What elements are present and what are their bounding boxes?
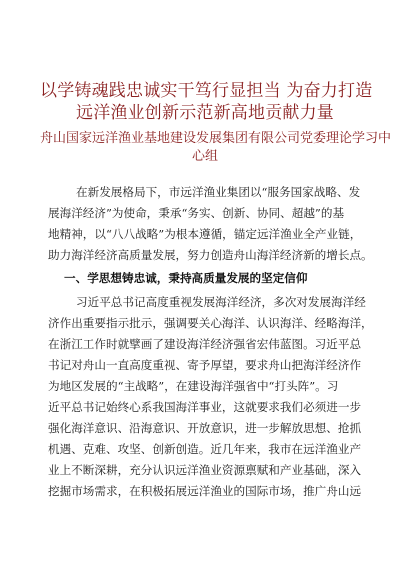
- intro-line-1: 在新发展格局下，市远洋渔业集团以“服务国家战略、发: [76, 185, 361, 199]
- body-line-7: 强化海洋意识、沿海意识、开放意识，进一步解放思想、抢抓: [48, 421, 362, 435]
- body-line-6: 近平总书记始终心系我国海洋事业，这就要求我们必须进一步: [48, 400, 362, 414]
- document-title-line-2: 远洋渔业创新示范新高地贡献力量: [76, 103, 334, 123]
- intro-line-2: 展海洋经济”为使命，秉承“务实、创新、协同、超越”的基: [48, 206, 345, 220]
- body-line-3: 在浙江工作时就擘画了建设海洋经济强省宏伟蓝图。习近平总: [48, 337, 362, 351]
- author-line-1: 舟山国家远洋渔业基地建设发展集团有限公司党委理论学习中: [40, 131, 392, 146]
- section-heading: 一、学思想铸忠诚，秉持高质量发展的坚定信仰: [64, 271, 308, 285]
- body-line-2: 济作出重要指示批示，强调要关心海洋、认识海洋、经略海洋，: [48, 316, 373, 330]
- body-line-4: 书记对舟山一直高度重视、寄予厚望，要求舟山把海洋经济作: [48, 358, 362, 372]
- intro-line-3: 地精神，以“八八战略”为根本遵循，锚定远洋渔业全产业链，: [48, 227, 362, 241]
- body-line-9: 业上不断深耕，充分认识远洋渔业资源禀赋和产业基础，深入: [48, 463, 362, 477]
- author-line-2: 心组: [191, 149, 218, 164]
- body-line-8: 机遇、克难、攻坚、创新创造。近几年来，我市在远洋渔业产: [48, 442, 362, 456]
- body-line-10: 挖掘市场需求，在积极拓展远洋渔业的国际市场，推广舟山远: [48, 484, 362, 498]
- intro-line-4: 助力海洋经济高质量发展，努力创造舟山海洋经济新的增长点。: [48, 248, 373, 262]
- body-line-5: 为地区发展的“主战略”，在建设海洋强省中“打头阵”。习: [48, 379, 339, 393]
- document-title-line-1: 以学铸魂践忠诚实干笃行显担当 为奋力打造: [40, 81, 373, 101]
- body-line-1: 习近平总书记高度重视发展海洋经济，多次对发展海洋经: [76, 295, 366, 309]
